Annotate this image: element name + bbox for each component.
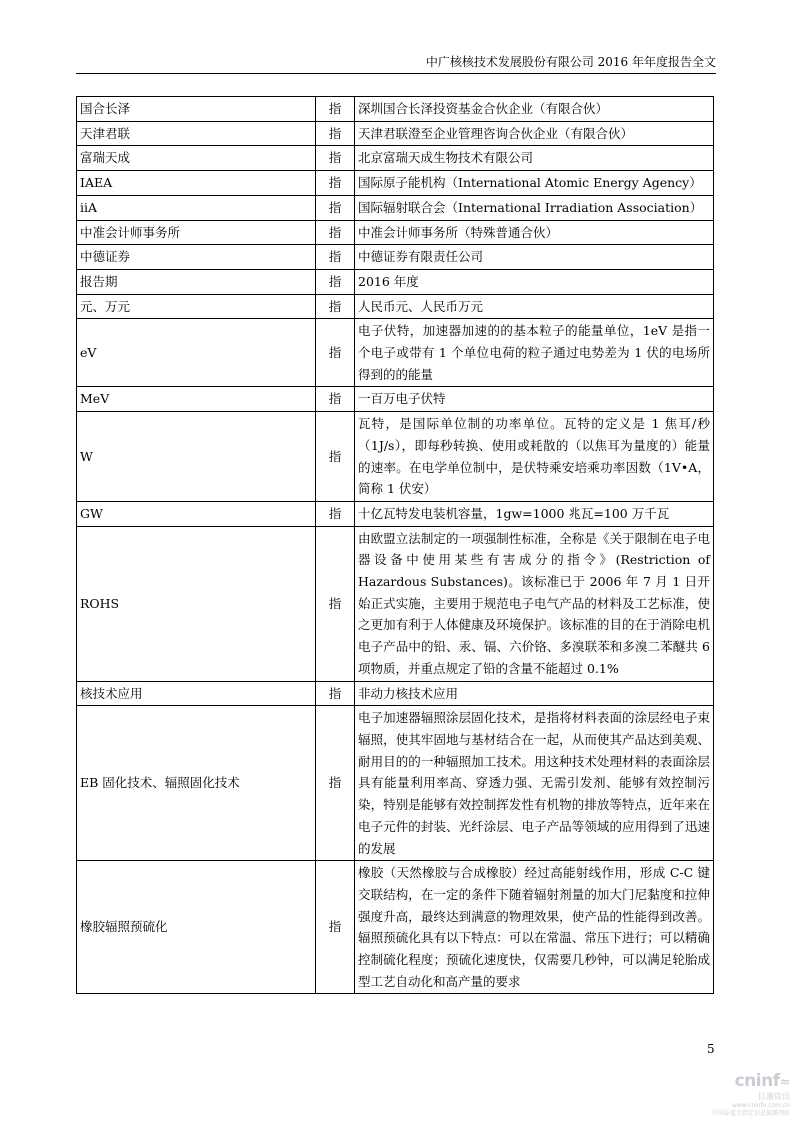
definition-cell: 一百万电子伏特 xyxy=(355,387,714,412)
table-row xyxy=(77,269,714,294)
definition-cell: 深圳国合长泽投资基金合伙企业（有限合伙） xyxy=(355,97,714,122)
table-row xyxy=(77,412,714,502)
table-row xyxy=(77,526,714,681)
cninfo-watermark xyxy=(700,1072,790,1118)
definition-cell: 非动力核技术应用 xyxy=(355,681,714,706)
definitions-table xyxy=(76,96,714,994)
table-row xyxy=(77,146,714,171)
term-cell: 国合长泽 xyxy=(77,97,316,122)
definition-cell: 天津君联澄至企业管理咨询合伙企业（有限合伙） xyxy=(355,121,714,146)
mark-cell: 指 xyxy=(316,294,355,319)
table-row xyxy=(77,387,714,412)
cninfo-brand-name: 巨潮资讯 xyxy=(758,1092,790,1101)
definition-cell: 电子伏特，加速器加速的的基本粒子的能量单位，1eV 是指一个电子或带有 1 个单位电荷的粒子通过电势差为 1 伏的电场所得到的的能量 xyxy=(355,319,714,387)
mark-cell: 指 xyxy=(316,195,355,220)
page-header xyxy=(76,54,716,74)
definition-cell: 国际辐射联合会（International Irradiation Association） xyxy=(355,195,714,220)
definition-cell: 中准会计师事务所（特殊普通合伙） xyxy=(355,220,714,245)
term-cell: 元、万元 xyxy=(77,294,316,319)
term-cell: W xyxy=(77,412,316,502)
table-row xyxy=(77,501,714,526)
definition-cell: 电子加速器辐照涂层固化技术，是指将材料表面的涂层经电子束辐照，使其牢固地与基材结合在一起，从而使其产品达到美观、耐用目的的一种辐照加工技术。用这种技术处理材料的表面涂层具有能量利用率高、穿透力强、无需引发剂、能够有效控制污染，特别是能够有效控制挥发性有机物的排放等特点，近年来在电子元件的封装、光纤涂层、电子产品等领域的应用得到了迅速的发展 xyxy=(355,706,714,861)
term-cell: MeV xyxy=(77,387,316,412)
term-cell: iiA xyxy=(77,195,316,220)
definition-cell: 十亿瓦特发电装机容量，1gw=1000 兆瓦=100 万千瓦 xyxy=(355,501,714,526)
table-row xyxy=(77,121,714,146)
mark-cell: 指 xyxy=(316,526,355,681)
definitions-table-body xyxy=(77,97,714,994)
table-row xyxy=(77,706,714,861)
term-cell: 富瑞天成 xyxy=(77,146,316,171)
table-row xyxy=(77,220,714,245)
definition-cell: 由欧盟立法制定的一项强制性标准，全称是《关于限制在电子电器设备中使用某些有害成分的指令》(Restriction of Hazardous Substances)。该标准已于 2006 年 7 月 1 日开始正式实施，主要用于规范电子电气产品的材料及工艺标准，使之更加有利于人体健康及环境保护。该标准的目的在于消除电机电子产品中的铅、汞、镉、六价铬、多溴联苯和多溴二苯醚共 6 项物质，并重点规定了铅的含量不能超过 0.1% xyxy=(355,526,714,681)
table-row xyxy=(77,195,714,220)
mark-cell: 指 xyxy=(316,146,355,171)
mark-cell: 指 xyxy=(316,412,355,502)
mark-cell: 指 xyxy=(316,245,355,270)
definition-cell: 中德证券有限责任公司 xyxy=(355,245,714,270)
report-title: 中广核核技术发展股份有限公司 2016 年年度报告全文 xyxy=(425,55,716,69)
table-row xyxy=(77,245,714,270)
table-row xyxy=(77,861,714,994)
definition-cell: 瓦特，是国际单位制的功率单位。瓦特的定义是 1 焦耳/秒（1J/s），即每秒转换、使用或耗散的（以焦耳为量度的）能量的速率。在电学单位制中，是伏特乘安培乘功率因数（1V•A，简称 1 伏安） xyxy=(355,412,714,502)
mark-cell: 指 xyxy=(316,171,355,196)
definition-cell: 国际原子能机构（International Atomic Energy Agency） xyxy=(355,171,714,196)
mark-cell: 指 xyxy=(316,319,355,387)
cninfo-url: www.cninfo.com.cn xyxy=(731,1102,790,1109)
definition-cell: 人民币元、人民币万元 xyxy=(355,294,714,319)
table-row xyxy=(77,171,714,196)
term-cell: 天津君联 xyxy=(77,121,316,146)
table-row xyxy=(77,681,714,706)
cninfo-logo: cninf≈ xyxy=(734,1071,790,1091)
term-cell: 中准会计师事务所 xyxy=(77,220,316,245)
term-cell: ROHS xyxy=(77,526,316,681)
term-cell: 中德证券 xyxy=(77,245,316,270)
mark-cell: 指 xyxy=(316,97,355,122)
mark-cell: 指 xyxy=(316,220,355,245)
definition-cell: 2016 年度 xyxy=(355,269,714,294)
definition-cell: 橡胶（天然橡胶与合成橡胶）经过高能射线作用，形成 C-C 键交联结构，在一定的条件下随着辐射剂量的加大门尼黏度和拉伸强度升高，最终达到满意的物理效果，使产品的性能得到改善。辐照预硫化具有以下特点：可以在常温、常压下进行；可以精确控制硫化程度；预硫化速度快，仅需要几秒钟，可以满足轮胎成型工艺自动化和高产量的要求 xyxy=(355,861,714,994)
term-cell: 核技术应用 xyxy=(77,681,316,706)
table-row xyxy=(77,97,714,122)
term-cell: 橡胶辐照预硫化 xyxy=(77,861,316,994)
definition-cell: 北京富瑞天成生物技术有限公司 xyxy=(355,146,714,171)
cninfo-swirl-icon: ≈ xyxy=(779,1075,790,1090)
cninfo-org: 中国证监会指定信息披露网站 xyxy=(711,1110,790,1117)
table-row xyxy=(77,294,714,319)
term-cell: eV xyxy=(77,319,316,387)
term-cell: EB 固化技术、辐照固化技术 xyxy=(77,706,316,861)
page-number: 5 xyxy=(707,1042,715,1056)
mark-cell: 指 xyxy=(316,681,355,706)
mark-cell: 指 xyxy=(316,706,355,861)
mark-cell: 指 xyxy=(316,121,355,146)
mark-cell: 指 xyxy=(316,501,355,526)
term-cell: 报告期 xyxy=(77,269,316,294)
mark-cell: 指 xyxy=(316,269,355,294)
term-cell: IAEA xyxy=(77,171,316,196)
mark-cell: 指 xyxy=(316,861,355,994)
term-cell: GW xyxy=(77,501,316,526)
mark-cell: 指 xyxy=(316,387,355,412)
table-row xyxy=(77,319,714,387)
